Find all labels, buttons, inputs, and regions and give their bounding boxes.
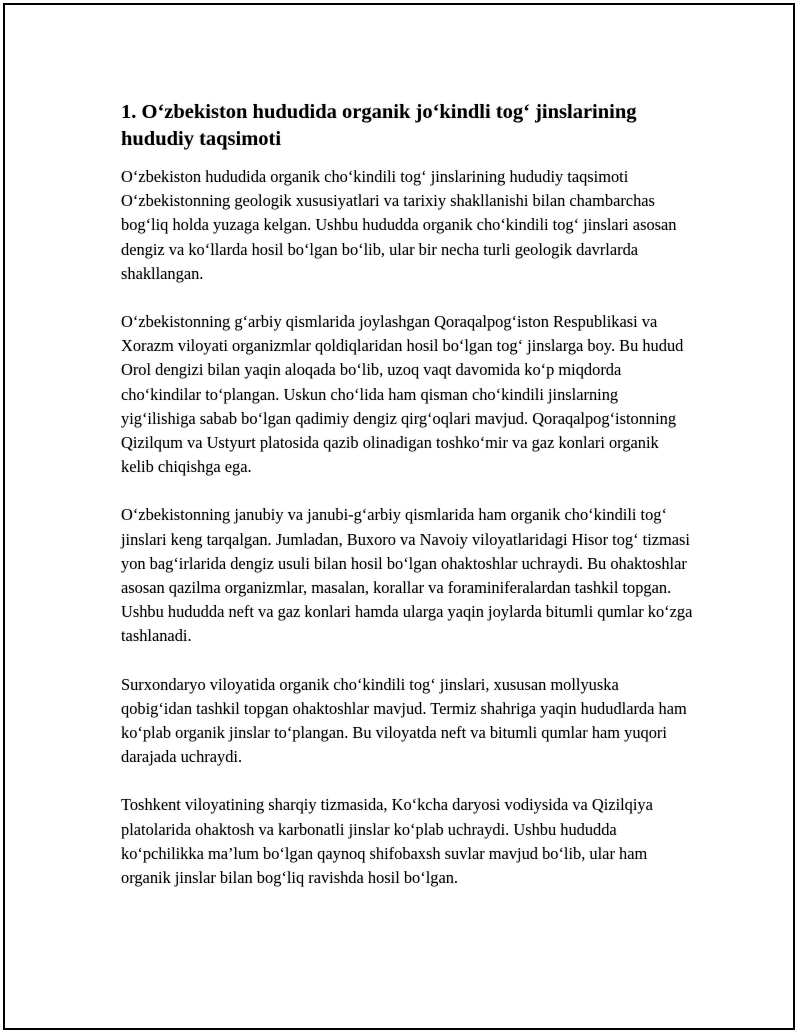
document-body: [121, 99, 693, 914]
paragraph-southern-regions: O‘zbekistonning janubiy va janubi-g‘arbiy qismlarida ham organik cho‘kindili tog‘ jinslari keng tarqalgan. Jumladan, Buxoro va Navoiy viloyatlaridagi Hisor tog‘ tizmasi yon bag‘irlarida dengiz usuli bilan hosil bo‘lgan ohaktoshlar uchraydi. Bu ohaktoshlar asosan qazilma organizmlar, masalan, korallar va foraminiferalardan tashkil topgan. Ushbu hududda neft va gaz konlari hamda ularga yaqin joylarda bitumli qumlar ko‘zga tashlanadi.: [121, 505, 693, 646]
page-frame: [3, 3, 795, 1030]
paragraph-overview: O‘zbekiston hududida organik cho‘kindili tog‘ jinslarining hududiy taqsimoti O‘zbekistonning geologik xususiyatlari va tarixiy shakllanishi bilan chambarchas bog‘liq holda yuzaga kelgan. Ushbu hududda organik cho‘kindili tog‘ jinslari asosan dengiz va ko‘llarda hosil bo‘lgan bo‘lib, ular bir necha turli geologik davrlarda shakllangan.: [121, 167, 677, 283]
section-heading: 1. O‘zbekiston hududida organik jo‘kindli tog‘ jinslarining hududiy taqsimoti: [121, 101, 637, 150]
paragraph-western-regions: O‘zbekistonning g‘arbiy qismlarida joylashgan Qoraqalpog‘iston Respublikasi va Xorazm viloyati organizmlar qoldiqlaridan hosil bo‘lgan tog‘ jinslarga boy. Bu hudud Orol dengizi bilan yaqin aloqada bo‘lib, uzoq vaqt davomida ko‘p miqdorda cho‘kindilar to‘plangan. Uskun cho‘lida ham qisman cho‘kindili jinslarning yig‘ilishiga sabab bo‘lgan qadimiy dengiz qirg‘oqlari mavjud. Qoraqalpog‘istonning Qizilqum va Ustyurt platosida qazib olinadigan toshko‘mir va gaz konlari organik kelib chiqishga ega.: [121, 312, 684, 477]
paragraph-surxondaryo: Surxondaryo viloyatida organik cho‘kindili tog‘ jinslari, xususan mollyuska qobig‘idan tashkil topgan ohaktoshlar mavjud. Termiz shahriga yaqin hududlarda ham ko‘plab organik jinslar to‘plangan. Bu viloyatda neft va bitumli qumlar ham yuqori darajada uchraydi.: [121, 674, 687, 767]
paragraph-toshkent: Toshkent viloyatining sharqiy tizmasida, Ko‘kcha daryosi vodiysida va Qizilqiya platolarida ohaktosh va karbonatli jinslar ko‘plab uchraydi. Ushbu hududda ko‘pchilikka ma’lum bo‘lgan qaynoq shifobaxsh suvlar mavjud bo‘lib, ular ham organik jinslar bilan bog‘liq ravishda hosil bo‘lgan.: [121, 795, 653, 888]
